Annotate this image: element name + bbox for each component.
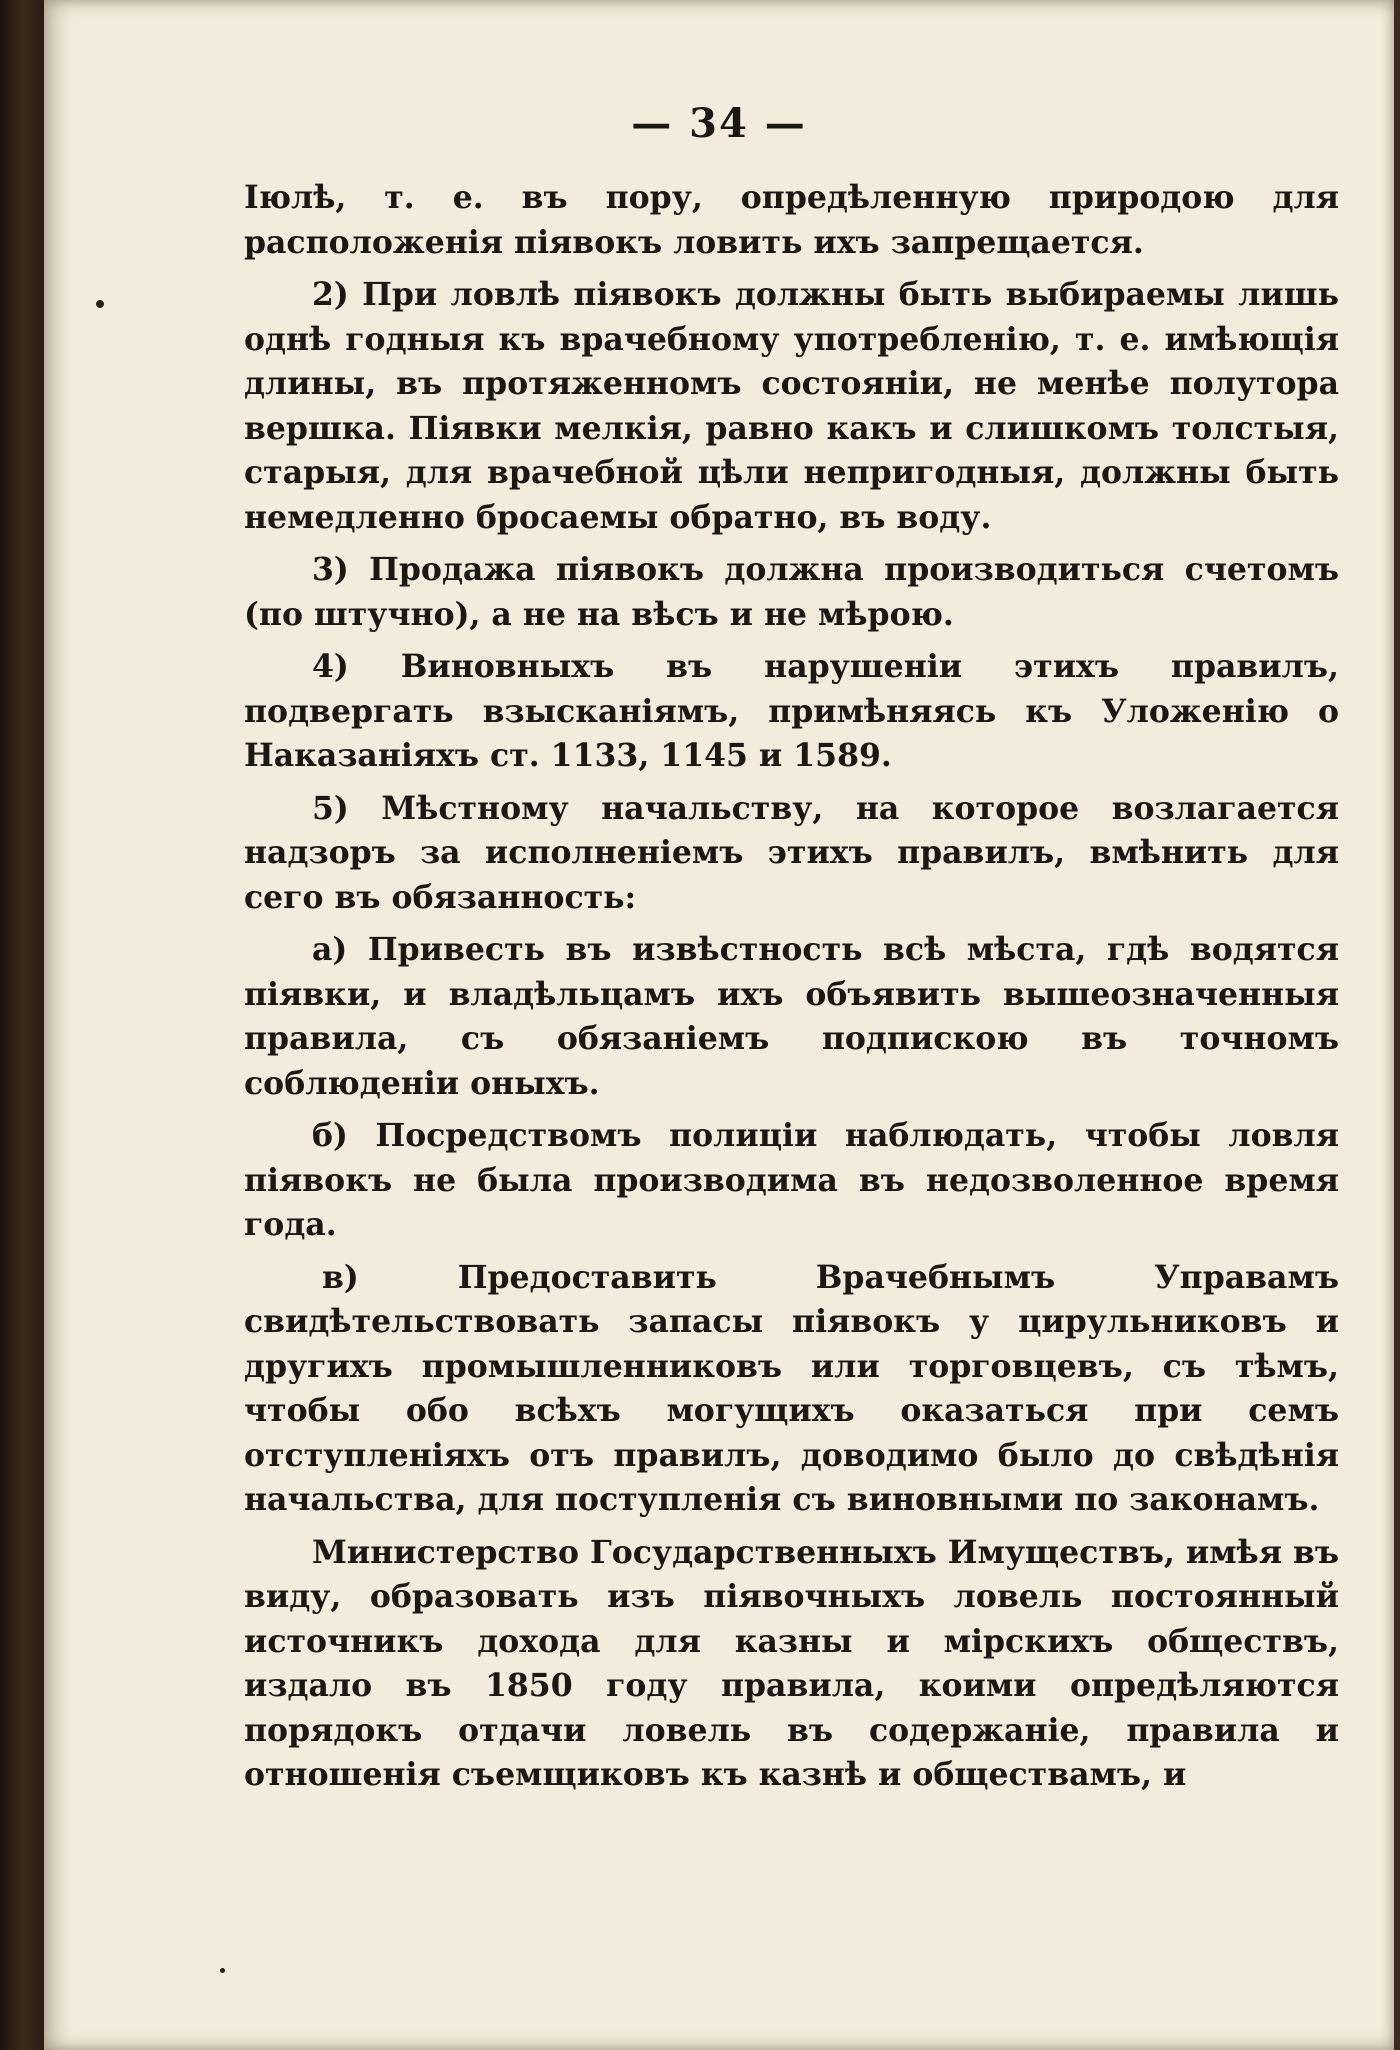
paragraph: 2) При ловлѣ піявокъ должны быть выбираемы лишь однѣ годныя къ врачебному употребленію, т. е. имѣющія длины, въ протяженномъ состояніи, не менѣе полутора вершка. Піявки мелкія, равно какъ и слишкомъ толстыя, старыя, для врачебной цѣли непригодныя, должны быть немедленно бросаемы обратно, въ воду. bbox=[244, 276, 1339, 536]
ink-speck bbox=[220, 1968, 225, 1973]
paragraph: Іюлѣ, т. е. въ пору, опредѣленную природою для расположенія піявокъ ловить ихъ запрещается. bbox=[244, 179, 1339, 261]
paragraph: 5) Мѣстному начальству, на которое возлагается надзоръ за исполненіемъ этихъ правилъ, вмѣнить для сего въ обязанность: bbox=[244, 789, 1339, 916]
paragraph: 4) Виновныхъ въ нарушеніи этихъ правилъ, подвергать взысканіямъ, примѣняясь къ Уложенію о Наказаніяхъ ст. 1133, 1145 и 1589. bbox=[244, 648, 1339, 774]
paragraph: а) Привесть въ извѣстность всѣ мѣста, гдѣ водятся піявки, и владѣльцамъ ихъ объявить вышеозначенныя правила, съ обязаніемъ подпискою въ точномъ соблюденіи оныхъ. bbox=[244, 931, 1339, 1102]
book-binding bbox=[0, 0, 44, 2050]
book-page bbox=[44, 0, 1394, 2050]
paragraph: б) Посредствомъ полиціи наблюдать, чтобы ловля піявокъ не была производима въ недозволенное время года. bbox=[244, 1117, 1339, 1243]
paragraph: 3) Продажа піявокъ должна производиться счетомъ (по штучно), а не на вѣсъ и не мѣрою. bbox=[244, 551, 1339, 633]
paragraph: Министерство Государственныхъ Имуществъ, имѣя въ виду, образовать изъ піявочныхъ ловель постоянный источникъ дохода для казны и мірскихъ обществъ, издало въ 1850 году правила, коими опредѣляются порядокъ отдачи ловель въ содержаніе, правила и отношенія съемщиковъ къ казнѣ и обществамъ, и bbox=[244, 1533, 1339, 1793]
ink-speck bbox=[96, 300, 104, 308]
paragraph: в) Предоставить Врачебнымъ Управамъ свидѣтельствовать запасы піявокъ у цирульниковъ и другихъ промышленниковъ или торговцевъ, съ тѣмъ, чтобы обо всѣхъ могущихъ оказаться при семъ отступленіяхъ отъ правилъ, доводимо было до свѣдѣнія начальства, для поступленія съ виновными по законамъ. bbox=[244, 1258, 1339, 1518]
page-number: — 34 — bbox=[631, 100, 807, 147]
body-text bbox=[244, 176, 1339, 1806]
